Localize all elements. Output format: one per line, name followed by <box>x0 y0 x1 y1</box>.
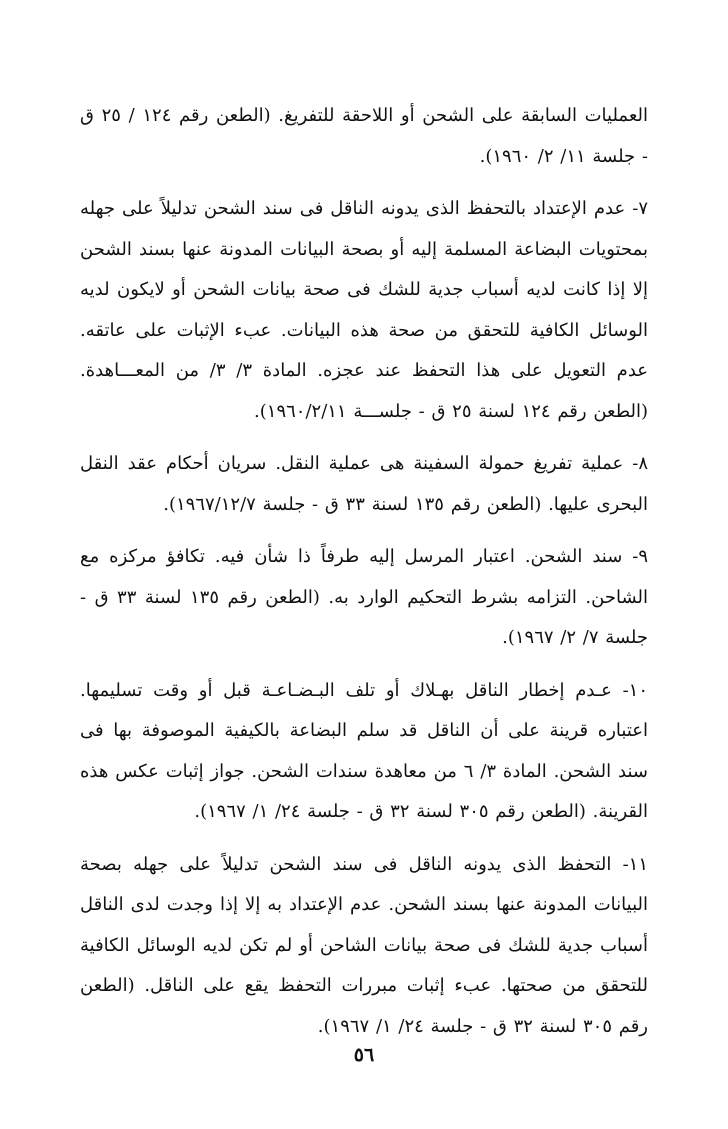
paragraph-item-8: ٨- عملية تفريغ حمولة السفينة هى عملية النقل. سريان أحكام عقد النقل البحرى عليها. (الطعن رقم ١٣٥ لسنة ٣٣ ق - جلسة ١٩٦٧/١٢/٧). <box>80 453 648 515</box>
document-body <box>80 96 648 1059</box>
paragraph-item-9: ٩- سند الشحن. اعتبار المرسل إليه طرفاً ذا شأن فيه. تكافؤ مركزه مع الشاحن. التزامه بشرط التحكيم الوارد به. (الطعن رقم ١٣٥ لسنة ٣٣ ق - جلسة ٧/ ٢/ ١٩٦٧). <box>80 546 648 648</box>
paragraph-continuation: العمليات السابقة على الشحن أو اللاحقة للتفريغ. (الطعن رقم ١٢٤ / ٢٥ ق - جلسة ١١/ ٢/ ١٩٦٠). <box>80 105 648 167</box>
paragraph-item-11: ١١- التحفظ الذى يدونه الناقل فى سند الشحن تدليلاً على جهله بصحة البيانات المدونة عنها بسند الشحن. عدم الإعتداد به إلا إذا وجدت لدى الناقل أسباب جدية للشك فى صحة بيانات الشاحن أو لم تكن لديه الوسائل الكافية للتحقق من صحتها. عبء إثبات مبررات التحفظ يقع على الناقل. (الطعن رقم ٣٠٥ لسنة ٣٢ ق - جلسة ٢٤/ ١/ ١٩٦٧). <box>80 853 649 1037</box>
paragraph-item-10: ١٠- عـدم إخطار الناقل بهـلاك أو تلف البـضـاعـة قبل أو وقت تسليمها. اعتباره قرينة على أن الناقل قد سلم البضاعة بالكيفية الموصوفة بها فى سند الشحن. المادة ٣/ ٦ من معاهدة سندات الشحن. جواز إثبات عكس هذه القرينة. (الطعن رقم ٣٠٥ لسنة ٣٢ ق - جلسة ٢٤/ ١/ ١٩٦٧). <box>80 679 648 822</box>
paragraph-item-7: ٧- عدم الإعتداد بالتحفظ الذى يدونه الناقل فى سند الشحن تدليلاً على جهله بمحتويات البضاعة المسلمة إليه أو بصحة البيانات المدونة عنها بسند الشحن إلا إذا كانت لديه أسباب جدية للشك فى صحة بيانات الشحن أو لايكون لديه الوسائل الكافية للتحقق من صحة هذه البيانات. عبء الإثبات على عاتقه. عدم التعويل على هذا التحفظ عند عجزه. المادة ٣/ ٣/ من المعـــاهدة. (الطعن رقم ١٢٤ لسنة ٢٥ ق - جلســـة ١٩٦٠/٢/١١). <box>80 198 649 422</box>
page-number: ٥٦ <box>353 1044 375 1066</box>
